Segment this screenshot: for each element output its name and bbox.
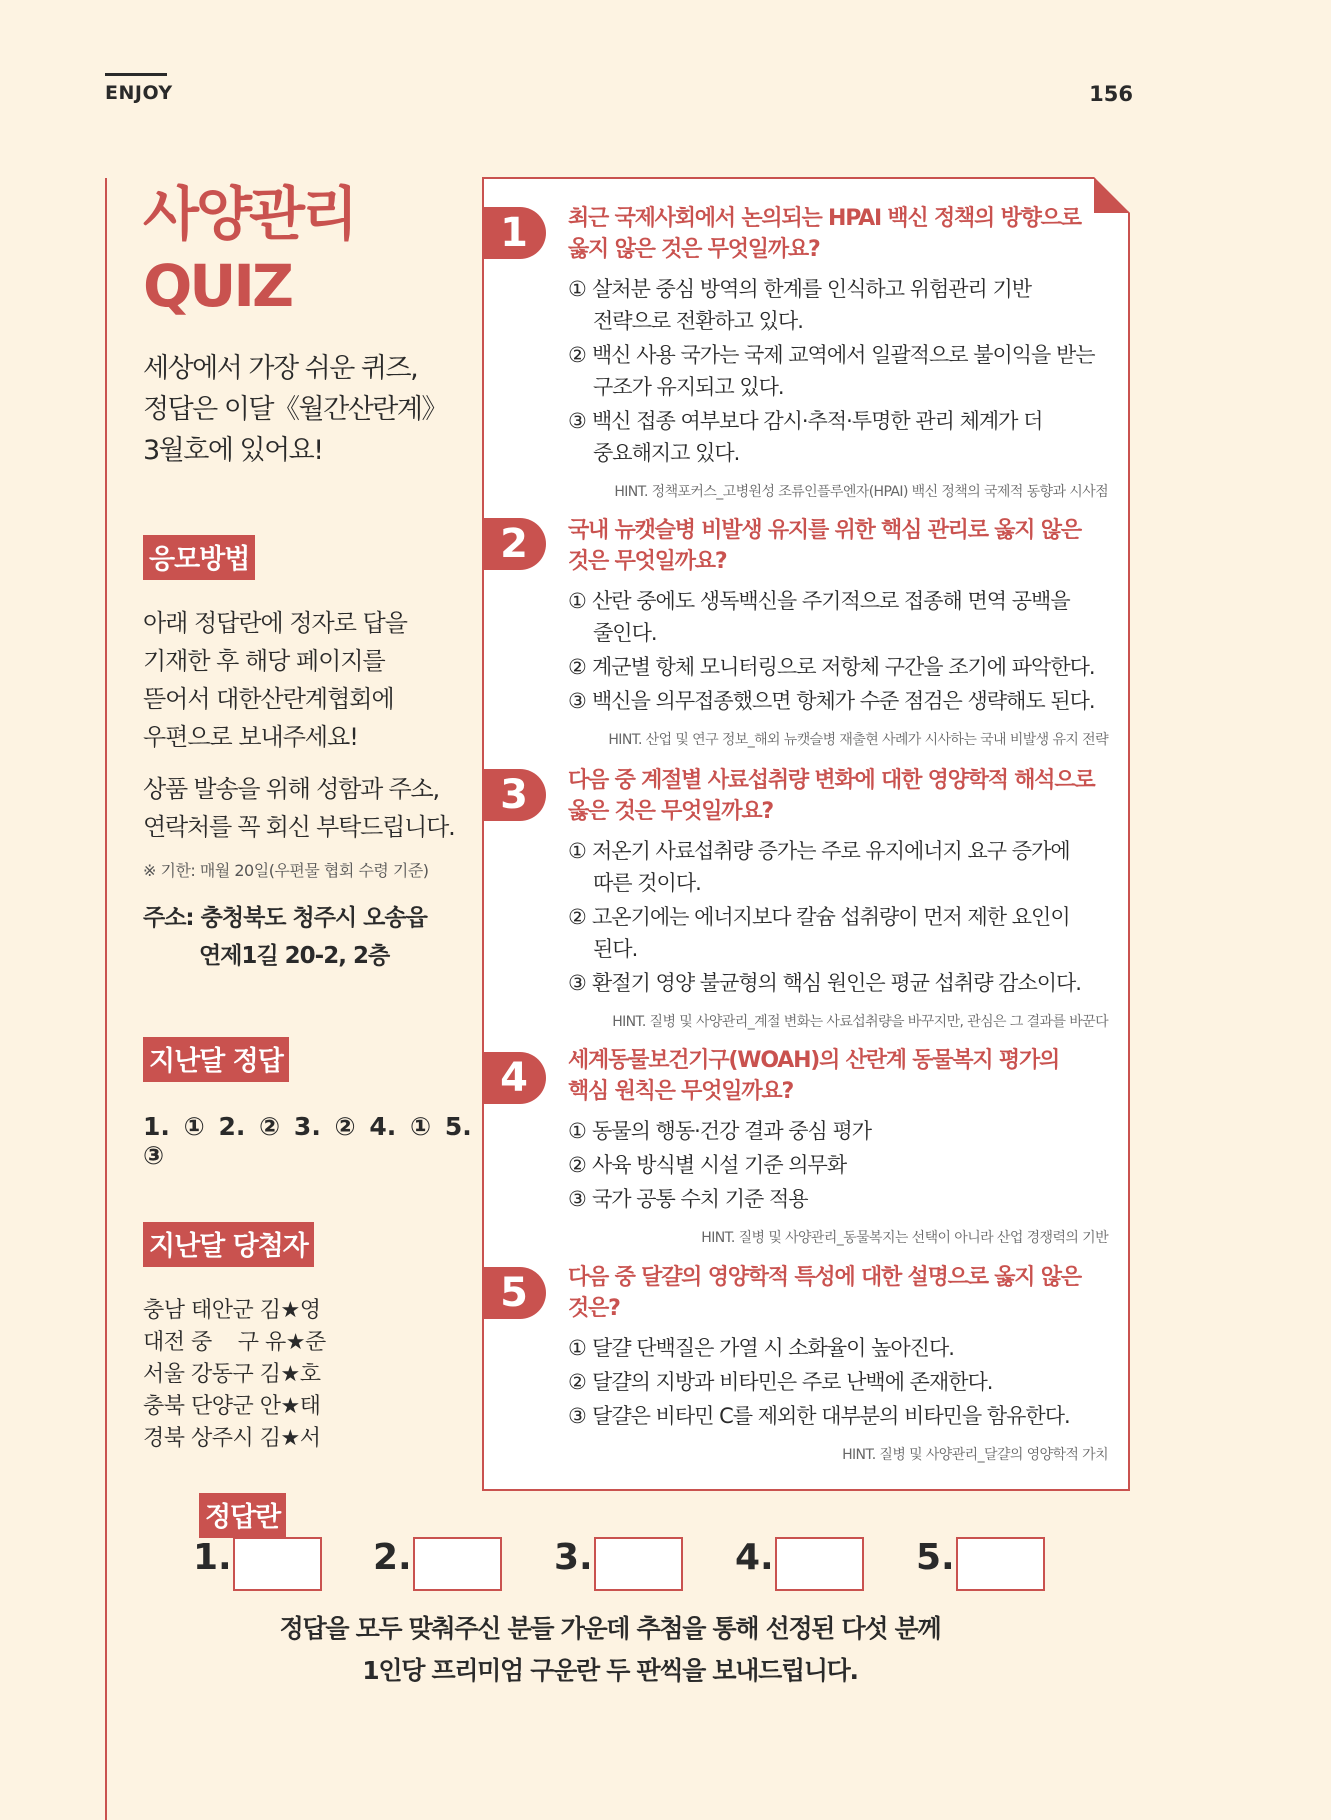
shipping-line: 상품 발송을 위해 성함과 주소,	[143, 775, 439, 803]
intro-line: 정답은 이달《월간산란계》	[143, 394, 447, 425]
apply-line: 뜯어서 대한산란계협회에	[143, 685, 394, 713]
answer-number: 5.	[916, 1537, 955, 1578]
intro-line: 세상에서 가장 쉬운 퀴즈,	[143, 353, 418, 384]
winners-label: 지난달 당첨자	[143, 1222, 314, 1267]
question-2	[568, 515, 1108, 749]
intro-text	[143, 348, 473, 471]
winner-item: 경북 상주시 김★서	[143, 1426, 321, 1451]
shipping-line: 연락처를 꼭 회신 부탁드립니다.	[143, 813, 455, 841]
apply-line: 아래 정답란에 정자로 답을	[143, 609, 407, 637]
mailing-address	[143, 899, 473, 975]
question-hint: HINT. 산업 및 연구 정보_해외 뉴캣슬병 재출현 사례가 시사하는 국내 비발생 유지 전략	[608, 732, 1108, 748]
winner-item: 대전 중 구 유★준	[143, 1330, 326, 1355]
apply-instructions	[143, 604, 473, 756]
question-hint: HINT. 질병 및 사양관리_동물복지는 선택이 아니라 산업 경쟁력의 기반	[701, 1230, 1108, 1246]
question-hint: HINT. 질병 및 사양관리_계절 변화는 사료섭취량을 바꾸지만, 관심은 그 결과를 바꾼다	[612, 1014, 1108, 1030]
answer-box[interactable]	[233, 1537, 322, 1591]
answer-option: ② 고온기에는 에너지보다 칼슘 섭취량이 먼저 제한 요인이 된다.	[568, 905, 1070, 961]
apply-line: 기재한 후 해당 페이지를	[143, 647, 385, 675]
answer-option: ① 살처분 중심 방역의 한계를 인식하고 위험관리 기반 전략으로 전환하고 있다.	[568, 277, 1032, 333]
winner-item: 충남 태안군 김★영	[143, 1298, 321, 1323]
winner-item: 서울 강동구 김★호	[143, 1362, 321, 1387]
last-answers-label: 지난달 정답	[143, 1037, 289, 1082]
closing-line: 1인당 프리미엄 구운란 두 판씩을 보내드립니다.	[362, 1656, 858, 1685]
deadline-note: ※ 기한: 매월 20일(우편물 협회 수령 기준)	[143, 861, 429, 880]
section-label: ENJOY	[105, 82, 173, 104]
question-number-badge: 1	[482, 207, 546, 259]
closing-message	[230, 1608, 990, 1692]
question-hint: HINT. 정책포커스_고병원성 조류인플루엔자(HPAI) 백신 정책의 국제적 동향과 시사점	[614, 484, 1108, 500]
title-line-1: 사양관리	[143, 180, 356, 248]
answer-option: ② 백신 사용 국가는 국제 교역에서 일괄적으로 불이익을 받는 구조가 유지되고 있다.	[568, 343, 1095, 399]
question-title: 최근 국제사회에서 논의되는 HPAI 백신 정책의 방향으로 옳지 않은 것은 무엇일까요?	[568, 206, 1081, 262]
question-number-badge: 2	[482, 518, 546, 570]
question-1	[568, 203, 1108, 501]
left-rule	[105, 178, 107, 1820]
question-title: 세계동물보건기구(WOAH)의 산란계 동물복지 평가의 핵심 원칙은 무엇일까요?	[568, 1048, 1060, 1104]
question-hint: HINT. 질병 및 사양관리_달걀의 영양학적 가치	[842, 1447, 1108, 1463]
answer-box[interactable]	[594, 1537, 683, 1591]
address-line-1: 주소: 충청북도 청주시 오송읍	[143, 905, 427, 931]
answer-number: 2.	[373, 1537, 412, 1578]
question-number-badge: 4	[482, 1052, 546, 1104]
winners-list	[143, 1295, 473, 1455]
question-title: 다음 중 달걀의 영양학적 특성에 대한 설명으로 옳지 않은 것은?	[568, 1265, 1081, 1321]
answer-option: ① 저온기 사료섭취량 증가는 주로 유지에너지 요구 증가에 따른 것이다.	[568, 839, 1070, 895]
quiz-title	[143, 178, 473, 322]
answer-option: ③ 환절기 영양 불균형의 핵심 원인은 평균 섭취량 감소이다.	[568, 971, 1081, 995]
apply-method-label: 응모방법	[143, 535, 255, 580]
answer-option: ② 사육 방식별 시설 기준 의무화	[568, 1153, 847, 1177]
question-number-badge: 5	[482, 1267, 546, 1319]
answer-option: ③ 달걀은 비타민 C를 제외한 대부분의 비타민을 함유한다.	[568, 1404, 1070, 1428]
answer-option: ① 동물의 행동·건강 결과 중심 평가	[568, 1119, 872, 1143]
title-line-2: QUIZ	[143, 252, 292, 320]
answer-number: 4.	[735, 1537, 774, 1578]
answer-option: ② 달걀의 지방과 비타민은 주로 난백에 존재한다.	[568, 1370, 993, 1394]
header-rule	[105, 73, 167, 76]
question-5	[568, 1262, 1108, 1464]
question-title: 국내 뉴캣슬병 비발생 유지를 위한 핵심 관리로 옳지 않은 것은 무엇일까요?	[568, 518, 1081, 574]
intro-line: 3월호에 있어요!	[143, 435, 323, 466]
closing-line: 정답을 모두 맞춰주신 분들 가운데 추첨을 통해 선정된 다섯 분께	[279, 1614, 941, 1643]
answer-option: ② 계군별 항체 모니터링으로 저항체 구간을 조기에 파악한다.	[568, 655, 1095, 679]
answer-box[interactable]	[413, 1537, 502, 1591]
answer-box[interactable]	[956, 1537, 1045, 1591]
question-4	[568, 1045, 1108, 1247]
answer-option: ① 달걀 단백질은 가열 시 소화율이 높아진다.	[568, 1336, 954, 1360]
left-column	[143, 178, 473, 1455]
answer-number: 1.	[193, 1537, 232, 1578]
answer-option: ③ 국가 공통 수치 기준 적용	[568, 1187, 808, 1211]
address-line-2: 연제1길 20-2, 2층	[199, 943, 390, 969]
answer-option: ③ 백신 접종 여부보다 감시·추적·투명한 관리 체계가 더 중요해지고 있다.	[568, 409, 1043, 465]
last-answers-text: 1. ① 2. ② 3. ② 4. ① 5. ③	[143, 1112, 472, 1170]
answer-option: ① 산란 중에도 생독백신을 주기적으로 접종해 면역 공백을 줄인다.	[568, 589, 1070, 645]
question-title: 다음 중 계절별 사료섭취량 변화에 대한 영양학적 해석으로 옳은 것은 무엇일까요?	[568, 768, 1095, 824]
question-number-badge: 3	[482, 769, 546, 821]
shipping-note	[143, 770, 473, 846]
page-number: 156	[1089, 82, 1133, 106]
question-3	[568, 765, 1108, 1031]
answer-sheet-label: 정답란	[199, 1493, 286, 1538]
winner-item: 충북 단양군 안★태	[143, 1394, 321, 1419]
answer-box[interactable]	[775, 1537, 864, 1591]
answer-number: 3.	[554, 1537, 593, 1578]
apply-line: 우편으로 보내주세요!	[143, 723, 358, 751]
answer-option: ③ 백신을 의무접종했으면 항체가 수준 점검은 생략해도 된다.	[568, 689, 1095, 713]
